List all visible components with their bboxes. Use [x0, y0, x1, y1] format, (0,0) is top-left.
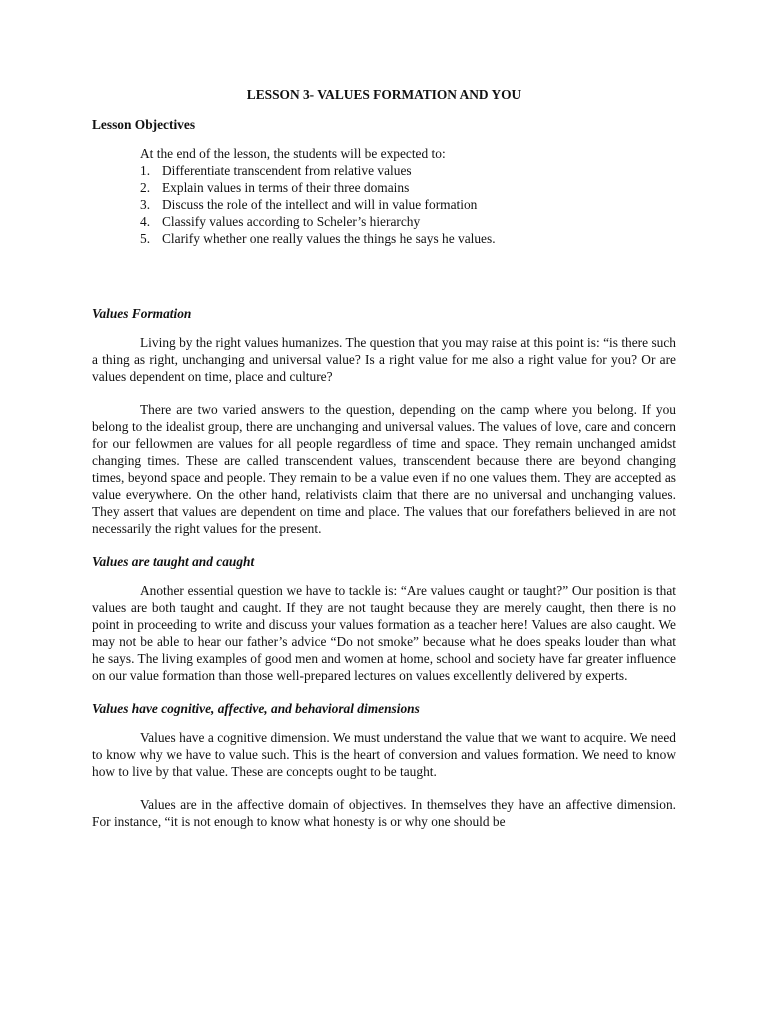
objectives-list	[140, 162, 676, 247]
objectives-intro: At the end of the lesson, the students will be expected to:	[140, 146, 446, 161]
objective-text: Differentiate transcendent from relative values	[162, 163, 412, 178]
objective-number: 5.	[140, 231, 151, 246]
objectives-heading: Lesson Objectives	[92, 117, 196, 132]
objective-item	[140, 230, 676, 247]
paragraph: Living by the right values humanizes. The question that you may raise at this point is: “is there such a thing as right, unchanging and universal value? Is a right value for me also a right value for you? Or are values dependent on time, place and culture?	[92, 335, 676, 384]
section-heading-taught-caught: Values are taught and caught	[92, 554, 255, 569]
objective-item	[140, 162, 676, 179]
objective-number: 2.	[140, 180, 151, 195]
objective-number: 1.	[140, 163, 151, 178]
objective-text: Explain values in terms of their three domains	[162, 180, 410, 195]
paragraph: Another essential question we have to tackle is: “Are values caught or taught?” Our position is that values are both taught and caught. If they are not taught because they are merely caught, then there is no point in proceeding to write and discuss your values formation as a teacher here! Values are also caught. We may not be able to hear our father’s advice “Do not smoke” because what he does speaks louder than what he says. The living examples of good men and women at home, school and society have far greater influence on our value formation than those well-prepared lectures on values excellently delivered by experts.	[92, 583, 676, 683]
objective-text: Classify values according to Scheler’s hierarchy	[162, 214, 421, 229]
paragraph: Values have a cognitive dimension. We must understand the value that we want to acquire. We need to know why we have to value such. This is the heart of conversion and values formation. We need to know how to live by that value. These are concepts ought to be taught.	[92, 730, 676, 779]
objective-text: Discuss the role of the intellect and will in value formation	[162, 197, 478, 212]
objective-text: Clarify whether one really values the things he says he values.	[162, 231, 496, 246]
section-heading-dimensions: Values have cognitive, affective, and behavioral dimensions	[92, 701, 420, 716]
objective-number: 4.	[140, 214, 151, 229]
objective-item	[140, 213, 676, 230]
document-title: LESSON 3- VALUES FORMATION AND YOU	[246, 87, 522, 102]
objectives-block	[92, 145, 676, 247]
section-heading-values-formation: Values Formation	[92, 306, 192, 321]
objective-item	[140, 196, 676, 213]
objective-number: 3.	[140, 197, 151, 212]
objective-item	[140, 179, 676, 196]
paragraph: Values are in the affective domain of objectives. In themselves they have an affective dimension. For instance, “it is not enough to know what honesty is or why one should be	[92, 797, 676, 829]
paragraph: There are two varied answers to the question, depending on the camp where you belong. If you belong to the idealist group, there are unchanging and universal values. The values of love, care and concern for our fellowmen are values for all people regardless of time and space. They remain unchanged amidst changing times. These are called transcendent values, transcendent because there are beyond changing times, beyond space and people. They remain to be a value even if no one values them. They are accepted as value everywhere. On the other hand, relativists claim that there are no universal and unchanging values. They assert that values are dependent on time and place. The values that our forefathers believed in are not necessarily the right values for the present.	[92, 402, 676, 536]
